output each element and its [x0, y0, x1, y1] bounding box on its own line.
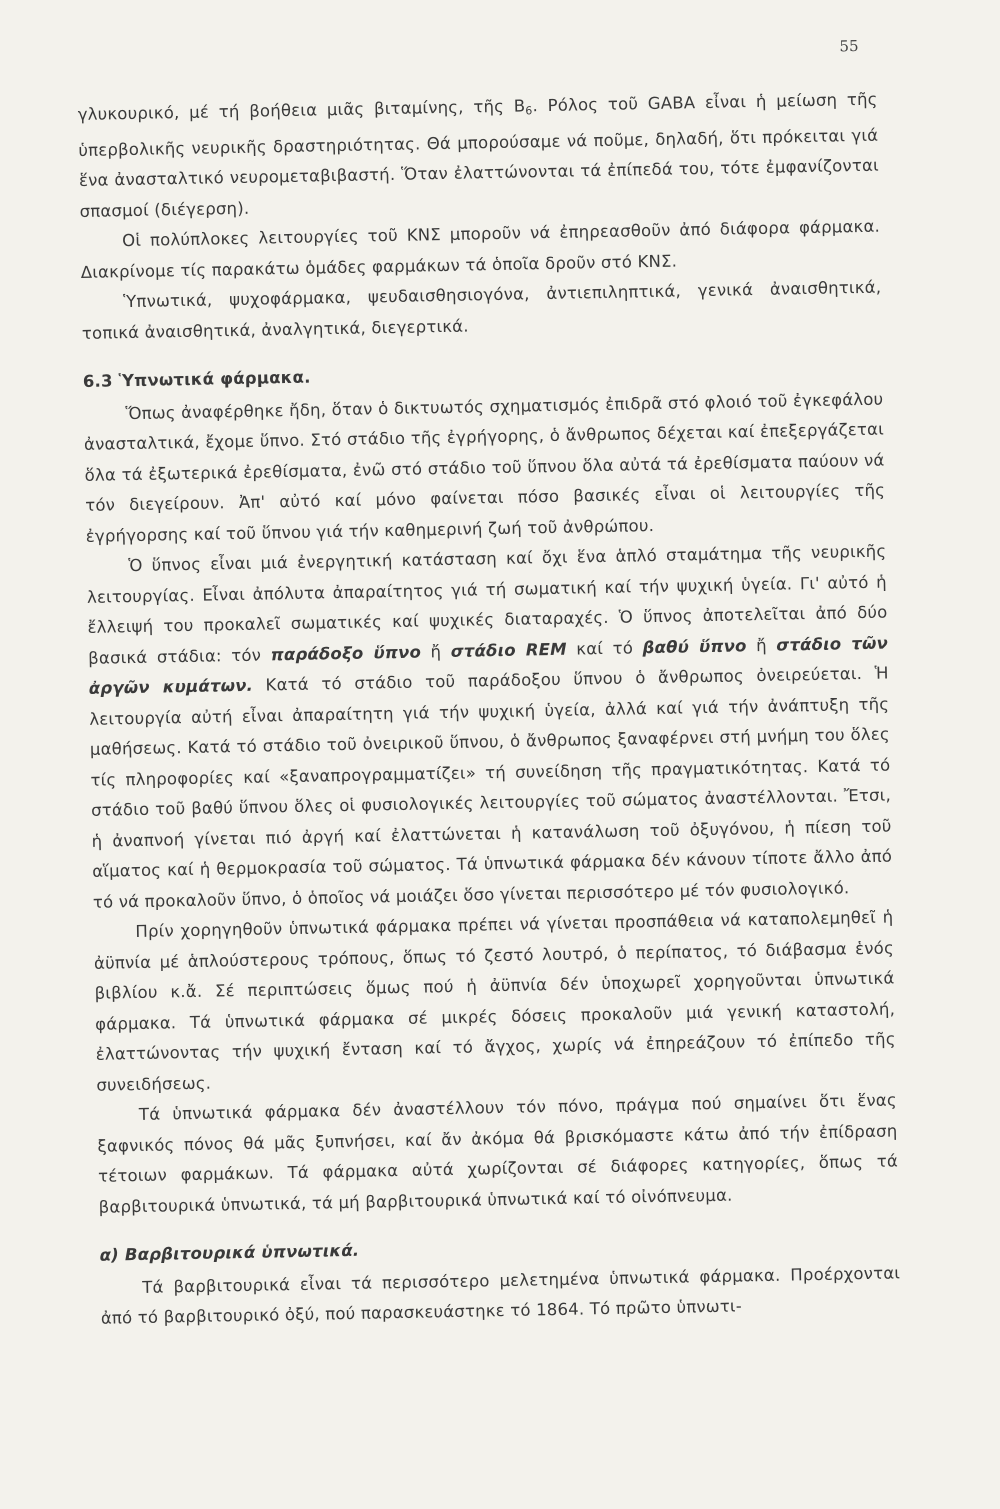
subsection-heading: α) Βαρβιτουρικά ὑπνωτικά.: [99, 1240, 360, 1265]
page-number: 55: [839, 36, 859, 56]
paragraph: Ὑπνωτικά, ψυχοφάρμακα, ψευδαισθησιογόνα, ἀντιεπιληπτικά, γενικά ἀναισθητικά, τοπικά ἀναισθητικά, ἀναλγητικά, διεγερτικά.: [81, 277, 882, 343]
subscript: 6: [525, 104, 533, 118]
emphasis: στάδιο τῶν ἀργῶν κυμάτων.: [88, 633, 889, 698]
paragraph: Ὁ ὕπνος εἶναι μιά ἐνεργητική κατάσταση καί ὄχι ἕνα ἁπλό σταμάτημα τῆς νευρικῆς λειτουργίας. Εἶναι ἀπόλυτα ἀπαραίτητος γιά τή σωματική καί τήν ψυχική ὑγεία. Γι' αὐτό ἡ ἔλλειψή του προκαλεῖ σωματικές καί ψυχικές διαταραχές. Ὁ ὕπνος ἀποτελεῖται ἀπό δύο βασικά στάδια: τόν παράδοξο ὕπνο ἤ στάδιο REM καί τό βαθύ ὕπνο ἤ στάδιο τῶν ἀργῶν κυμάτων. Κατά τό στάδιο τοῦ παράδοξου ὕπνου ὁ ἄνθρωπος ὀνειρεύεται. Ἡ λειτουργία αὐτή εἶναι ἀπαραίτητη γιά τήν ψυχική ὑγεία, ἀλλά καί γιά τήν ἀνάπτυξη τῆς μαθήσεως. Κατά τό στάδιο τοῦ ὀνειρικοῦ ὕπνου, ὁ ἄνθρωπος ξαναφέρνει στή μνήμη του ὅλες τίς πληροφορίες καί «ξαναπρογραμματίζει» τή συνείδηση τῆς πραγματικότητας. Κατά τό στάδιο τοῦ βαθύ ὕπνου ὅλες οἱ φυσιολογικές λειτουργίες τοῦ σώματος ἀναστέλλονται. Ἔτσι, ἡ ἀναπνοή γίνεται πιό ἀργή καί ἐλαττώνεται ἡ κατανάλωση τοῦ ὀξυγόνου, ἡ πίεση τοῦ αἵματος καί ἡ θερμοκρασία τοῦ σώματος. Τά ὑπνωτικά φάρμακα δέν κάνουν τίποτε ἄλλο ἀπό τό νά προκαλοῦν ὕπνο, ὁ ὁποῖος νά μοιάζει ὅσο γίνεται περισσότερο μέ τόν φυσιολογικό.: [86, 541, 893, 912]
body-text: [77, 85, 901, 1335]
paragraph: Τά βαρβιτουρικά εἶναι τά περισσότερο μελετημένα ὑπνωτικά φάρμακα. Προέρχονται ἀπό τό βαρβιτουρικό ὀξύ, πού παρασκευάστηκε τό 1864. Τό πρῶτο ὑπνωτι-: [100, 1262, 901, 1328]
emphasis: στάδιο REM: [450, 639, 567, 661]
paragraph: γλυκουρικό, μέ τή βοήθεια μιᾶς βιταμίνης, τῆς $B_6$. Ρόλος τοῦ GABA εἶναι ἡ μείωση τῆς ὑπερβολικῆς νευρικῆς δραστηριότητας. Θά μπορούσαμε νά ποῦμε, δηλαδή, ὅτι πρόκειται γιά ἕνα ἀνασταλτικό νευρομεταβιβαστή. Ὅταν ἐλαττώνονται τά ἐπίπεδά του, τότε ἐμφανίζονται σπασμοί (διέγερση).: [77, 89, 880, 221]
paragraph: Τά ὑπνωτικά φάρμακα δέν ἀναστέλλουν τόν πόνο, πράγμα πού σημαίνει ὅτι ἕνας ξαφνικός πόνος θά μᾶς ξυπνήσει, καί ἄν ἀκόμα θά βρισκόμαστε κάτω ἀπό τήν ἐπίδραση τέτοιων φαρμάκων. Τά φάρμακα αὐτά χωρίζονται σέ διάφορες κατηγορίες, ὅπως τά βαρβιτουρικά ὑπνωτικά, τά μή βαρβιτουρικά ὑπνωτικά καί τό οἰνόπνευμα.: [97, 1090, 899, 1217]
paragraph: Οἱ πολύπλοκες λειτουργίες τοῦ ΚΝΣ μποροῦν νά ἐπηρεασθοῦν ἀπό διάφορα φάρμακα. Διακρίνομε τίς παρακάτω ὁμάδες φαρμάκων τά ὁποῖα δροῦν στό ΚΝΣ.: [80, 216, 881, 282]
emphasis: βαθύ ὕπνο: [642, 635, 747, 657]
paragraph: Ὅπως ἀναφέρθηκε ἤδη, ὅταν ὁ δικτυωτός σχηματισμός ἐπιδρᾶ στό φλοιό τοῦ ἐγκεφάλου ἀνασταλτικά, ἔχομε ὕπνο. Στό στάδιο τῆς ἐγρήγορης, ὁ ἄνθρωπος δέχεται καί ἐπεξεργάζεται ὅλα τά ἐξωτερικά ἐρεθίσματα, ἐνῶ στό στάδιο τοῦ ὕπνου ὅλα αὐτά τά ἐρεθίσματα παύουν νά τόν διεγείρουν. Ἀπ' αὐτό καί μόνο φαίνεται πόσο βασικές εἶναι οἱ λειτουργίες τῆς ἐγρήγορσης καί τοῦ ὕπνου γιά τήν καθημερινή ζωή τοῦ ἀνθρώπου.: [83, 389, 886, 546]
section-heading: 6.3 Ὑπνωτικά φάρμακα.: [82, 367, 311, 391]
paragraph: Πρίν χορηγηθοῦν ὑπνωτικά φάρμακα πρέπει νά γίνεται προσπάθεια νά καταπολεμηθεῖ ἡ ἀϋπνία μέ ἁπλούστερους τρόπους, ὅπως τό ζεστό λουτρό, ὁ περίπατος, τό διάβασμα ἑνός βιβλίου κ.ἄ. Σέ περιπτώσεις ὅμως πού ἡ ἀϋπνία δέν ὑποχωρεῖ χορηγοῦνται ὑπνωτικά φάρμακα. Τά ὑπνωτικά φάρμακα σέ μικρές δόσεις προκαλοῦν μιά γενική καταστολή, ἐλαττώνοντας τήν ψυχική ἔνταση καί τό ἄγχος, χωρίς νά ἐπηρεάζουν τό ἐπίπεδο τῆς συνειδήσεως.: [93, 907, 896, 1095]
emphasis: παράδοξο ὕπνο: [270, 641, 422, 664]
